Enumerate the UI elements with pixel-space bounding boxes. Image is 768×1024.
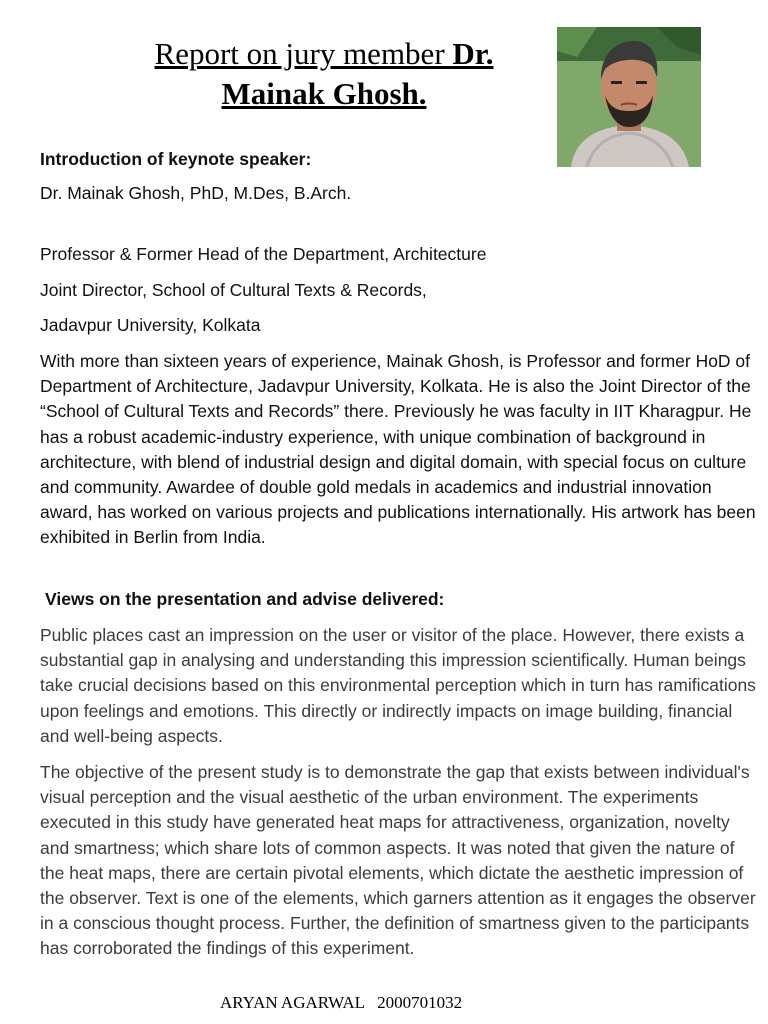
title-name-part2: Mainak Ghosh. [221,76,427,111]
footer-signature [220,993,462,1013]
affiliation-line: Professor & Former Head of the Department, Architecture [40,244,487,264]
title-name-part1: Dr. [452,36,494,71]
speaker-photo [557,27,701,167]
affiliation-line: Jadavpur University, Kolkata [40,315,261,335]
intro-heading: Introduction of keynote speaker: [40,149,312,169]
affiliation-line: Joint Director, School of Cultural Texts & Records, [40,280,427,300]
roll-number: 2000701032 [377,993,463,1012]
views-paragraph-1: Public places cast an impression on the user or visitor of the place. However, there exists a substantial gap in analysing and understanding this impression scientifically. Human beings take crucial decisions based on this environmental perception which in turn has ramifications upon feelings and emotions. This directly or indirectly impacts on image building, financial and well-being aspects. [40,625,756,746]
speaker-bio: With more than sixteen years of experience, Mainak Ghosh, is Professor and former HoD of Department of Architecture, Jadavpur University, Kolkata. He is also the Joint Director of the “School of Cultural Texts and Records” there. Previously he was faculty in IIT Kharagpur. He has a robust academic-industry experience, with unique combination of background in architecture, with blend of industrial design and digital domain, with special focus on culture and community. Awardee of double gold medals in academics and industrial innovation award, has worked on various projects and publications internationally. His artwork has been exhibited in Berlin from India. [40,351,756,548]
portrait-photo-icon [557,27,701,167]
speaker-credentials: Dr. Mainak Ghosh, PhD, M.Des, B.Arch. [40,183,352,203]
student-name: ARYAN AGARWAL [220,993,365,1012]
views-heading: Views on the presentation and advise delivered: [45,589,445,609]
views-paragraph-2: The objective of the present study is to demonstrate the gap that exists between individual's visual perception and the visual aesthetic of the urban environment. The experiments executed in this study have generated heat maps for attractiveness, organization, novelty and smartness; which share lots of common aspects. It was noted that given the nature of the heat maps, there are certain pivotal elements, which dictate the aesthetic impression of the observer. Text is one of the elements, which garners attention as it engages the observer in a conscious thought process. Further, the definition of smartness given to the participants has corroborated the findings of this experiment. [40,762,756,959]
page-title [100,34,548,114]
title-prefix: Report on jury member [154,36,453,71]
